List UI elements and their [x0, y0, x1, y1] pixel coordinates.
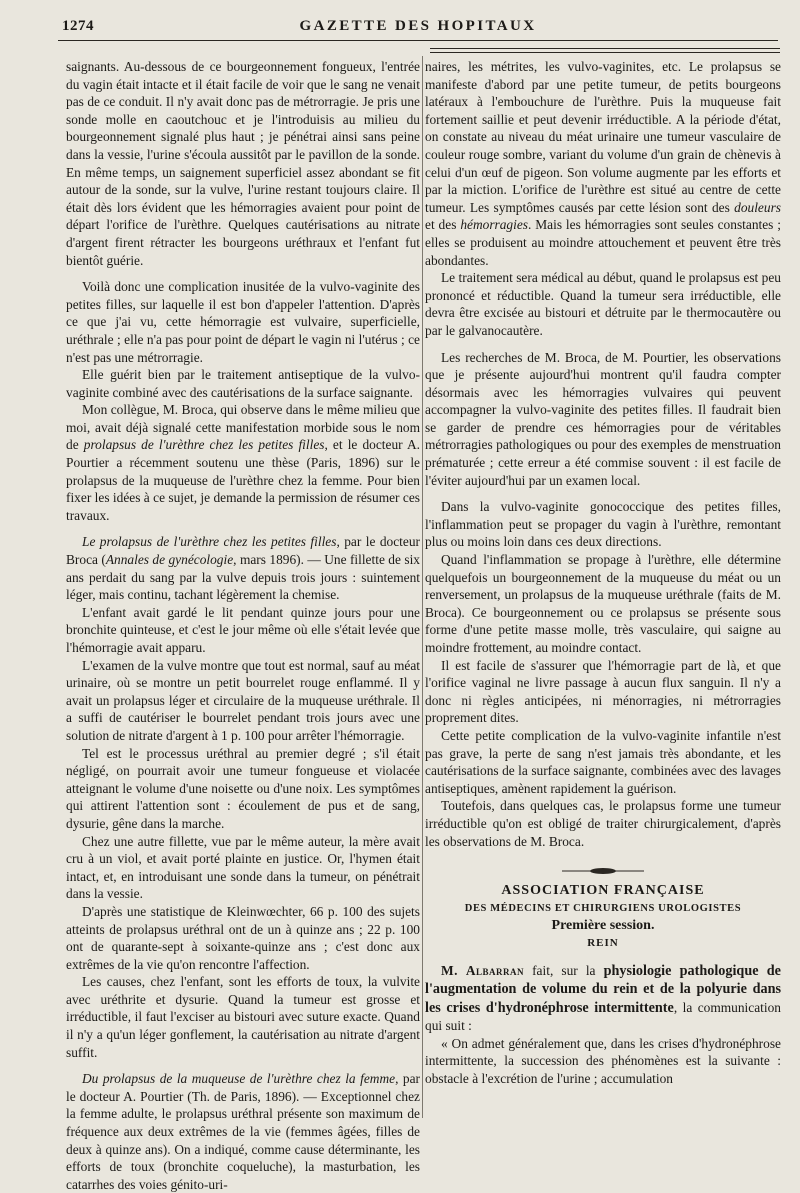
association-subtitle: DES MÉDECINS ET CHIRURGIENS UROLOGISTES [464, 902, 742, 914]
paragraph: Dans la vulvo-vaginite gonococcique des petites filles, l'inflammation peut se propager du vagin à l'urèthre, remontant plus ou moins loin dans ces deux directions. [425, 499, 781, 550]
paragraph: « On admet généralement que, dans les crises d'hydronéphrose intermittente, la succession des phénomènes est la suivante : obstacle à l'excrétion de l'urine ; accumulation [425, 1035, 781, 1087]
paragraph: Tel est le processus uréthral au premier degré ; s'il était négligé, on pourrait avoir une tumeur fongueuse et violacée atteignant le volume d'une noisette ou d'une noix. Les symptômes qui attirent l'attention sont : écoulement de pus et de sang, dysurie, gêne dans la marche. [66, 745, 420, 831]
page-number: 1274 [62, 18, 94, 34]
communication-title: physiologie pathologique de l'augmentation de volume du rein et de la polyurie dans les crises d'hydronéphrose intermittente [425, 962, 781, 1016]
speaker-name: M. Albarran [441, 962, 525, 978]
paragraph: Le prolapsus de l'urèthre chez les petites filles, par le docteur Broca (Annales de gynécologie, mars 1896). — Une fillette de six ans perdait du sang par la vulve depuis trois jours : suintement léger, mais continu, tachant légèrement la chemise. [66, 534, 420, 603]
running-title: GAZETTE DES HOPITAUX [299, 18, 537, 34]
paragraph: Chez une autre fillette, vue par le même auteur, la mère avait cru à un viol, et avait porté plainte en justice. Or, l'hymen était intact, et, en introduisant une sonde dans la tumeur, on pénétrait dans la vessie. [66, 833, 420, 902]
article-title: Du prolapsus de la muqueuse de l'urèthre chez la femme [82, 1071, 396, 1087]
paragraph: Voilà donc une complication inusitée de la vulvo-vaginite des petites filles, sur laquelle il est bon d'appeler l'attention. D'après ce que j'ai vu, cette hémorragie est vulvaire, superficielle, uréthrale ; elle n'a pas pour point de départ le vagin ni l'utérus ; ce n'est pas une métrorragie. [66, 279, 420, 365]
association-title: ASSOCIATION FRANÇAISE [501, 883, 705, 899]
paragraph: Le traitement sera médical au début, quand le prolapsus est peu prononcé et réductible. Quand la tumeur sera irréductible, elle devra être excisée au bistouri et détruite par le thermocautère ou par le galvanocautère. [425, 270, 781, 338]
paragraph: Cette petite complication de la vulvo-vaginite infantile n'est pas grave, la perte de sang n'est jamais très abondante, et les cautérisations de la surface saignante, combinées avec des lavages antiseptiques, amènent rapidement la guérison. [425, 727, 781, 796]
left-column [66, 58, 420, 1193]
column-divider [422, 56, 423, 1118]
paragraph: D'après une statistique de Kleinwœchter, 66 p. 100 des sujets atteints de prolapsus uréthral ont de un à quinze ans ; 22 p. 100 ont de quarante-sept à soixante-quinze ans ; c'est donc aux extrêmes de la vie qu'on rencontre l'affection. [66, 903, 420, 972]
header-rule-2 [430, 52, 780, 53]
paragraph: Les causes, chez l'enfant, sont les efforts de toux, la vulvite avec uréthrite et dysurie. Quand la tumeur est grosse et irréductible, il faut l'exciser au bistouri avec suture exacte. Quand il n'y a qu'un léger gonflement, la cautérisation au nitrate d'argent suffit. [66, 974, 420, 1060]
paragraph: Il est facile de s'assurer que l'hémorragie part de là, et que l'orifice vaginal ne livre passage à aucun flux sanguin. Il n'y a donc ni règles anticipées, ni ménorragies, ni métrorragies proprement dites. [425, 657, 781, 726]
paragraph: Elle guérit bien par le traitement antiseptique de la vulvo-vaginite combiné avec des cautérisations de la surface saignante. [66, 367, 420, 400]
paragraph: Mon collègue, M. Broca, qui observe dans le même milieu que moi, avait déjà signalé cette manifestation morbide sous le nom de prolapsus de l'urèthre chez les petites filles, et le docteur A. Pourtier a récemment soutenu une thèse (Paris, 1896) sur le prolapsus de la muqueuse de l'urèthre chez la femme. Pour bien fixer les idées à ce sujet, je demande la permission de résumer ces travaux. [66, 402, 420, 523]
paragraph: Quand l'inflammation se propage à l'urèthre, elle détermine quelquefois un bourgeonnement de la muqueuse du méat ou un renversement, un prolapsus de la muqueuse uréthrale (faits de M. Broca). Ce bourgeonnement ou ce prolapsus se présente sous forme d'une petite masse molle, très vasculaire, qui saigne au moindre frottement, au moindre contact. [425, 552, 781, 655]
journal-name: Annales de gynécologie [105, 552, 234, 568]
paragraph: Toutefois, dans quelques cas, le prolapsus forme une tumeur irréductible qu'on est obligé de traiter chirurgicalement, d'après les observations de M. Broca. [425, 798, 781, 849]
session-heading: Première session. [551, 918, 655, 934]
paragraph: Du prolapsus de la muqueuse de l'urèthre chez la femme, par le docteur A. Pourtier (Th. de Paris, 1896). — Exceptionnel chez la femme adulte, le prolapsus uréthral présente son maximum de fréquence aux deux extrêmes de la vie (femmes âgées, filles de deux à quinze ans). On a indiqué, comme cause déterminante, les efforts de toux (bronchite coqueluche), la masturbation, les catarrhes des voies génito-uri- [66, 1071, 421, 1192]
paragraph: naires, les métrites, les vulvo-vaginites, etc. Le prolapsus se manifeste d'abord par une petite tumeur, de petits bourgeons latéraux à l'embouchure de l'urèthre. Puis la muqueuse fait fortement saillie et peut devenir irréductible. A la période d'état, on constate au niveau du méat urinaire une tumeur vasculaire de couleur rouge sombre, variant du volume d'un grain de chènevis à celui d'un œuf de pigeon. Son volume augmente par les efforts et par la miction. L'orifice de l'urèthre est situé au centre de cette tumeur. Les symptômes causés par cette lésion sont des douleurs et des hémorragies. Mais les hémorragies sont seules constantes ; elles se produisent au moindre attouchement et peuvent être très abondantes. [425, 59, 781, 268]
page-header [58, 14, 778, 41]
paragraph: L'examen de la vulve montre que tout est normal, sauf au méat urinaire, où se montre un petit bourrelet rouge enflammé. Il y avait un prolapsus léger et circulaire de la muqueuse uréthrale. Il a suffi de cautériser le bourrelet pendant trois jours avec une solution de nitrate d'argent à 1 p. 100 pour arrêter l'hémorragie. [66, 657, 420, 743]
paragraph: saignants. Au-dessous de ce bourgeonnement fongueux, l'entrée du vagin était intacte et il était facile de voir que le sang ne venait pas de ce conduit. Il n'y avait donc pas de métrorragie. Je pris une sonde molle en caoutchouc et je l'introduisis au milieu du bourgeonnement signalé plus haut ; je pénétrai ainsi sans peine dans la vessie, l'urine s'écoula aussitôt par le pavillon de la sonde. En même temps, un saignement superficiel assez abondant se fit autour de la sonde, sur la vulve, l'urine restant toujours claire. Il était dès lors évident que les hémorragies avaient pour point de départ l'orifice de l'urèthre. Quelques cautérisations au nitrate d'argent firent rétracter les bourgeons uréthraux et l'enfant fut bientôt guérie. [66, 59, 420, 268]
right-column [425, 58, 781, 1088]
italic-citation: prolapsus de l'urèthre chez les petites filles [83, 437, 325, 453]
paragraph: M. Albarran fait, sur la physiologie pathologique de l'augmentation de volume du rein et de la polyurie dans les crises d'hydronéphrose intermittente, la communication qui suit : [425, 962, 781, 1034]
header-rule-1 [430, 48, 780, 49]
topic-heading: REIN [587, 936, 619, 949]
article-title: Le prolapsus de l'urèthre chez les petites filles [82, 534, 337, 550]
section-ornament [558, 866, 648, 876]
paragraph: Les recherches de M. Broca, de M. Pourtier, les observations que je présente aujourd'hui montrent qu'il faudra compter désormais avec les hémorragies vulvaires qui peuvent accompagner la vulvo-vaginite des petites filles. Il faudrait bien se garder de prendre ces hémorragies pour de véritables métrorragies pathologiques ou pour des exemples de menstruation prématurée ; cette erreur a été commise souvent : il est facile de l'éviter aujourd'hui par un examen local. [425, 349, 781, 488]
paragraph: L'enfant avait gardé le lit pendant quinze jours pour une bronchite quinteuse, et c'est le jour même où elle s'était levée que l'hémorragie avait apparu. [66, 604, 420, 655]
